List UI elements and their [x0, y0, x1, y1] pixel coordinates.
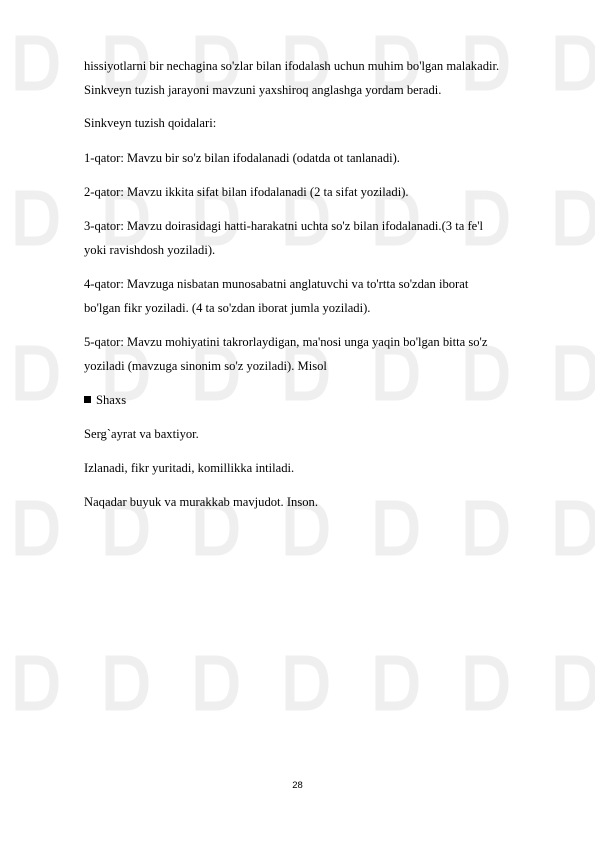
- watermark-d-icon: [470, 660, 504, 706]
- watermark-d-icon: [560, 660, 594, 706]
- watermark-d-icon: [470, 350, 504, 396]
- rule-line-3-cont: yoki ravishdosh yoziladi).: [84, 243, 216, 257]
- example-line-3: Izlanadi, fikr yuritadi, komillikka intiladi.: [84, 461, 295, 475]
- watermark-d-icon: [20, 40, 54, 86]
- example-item: [84, 390, 126, 410]
- watermark-d-icon: [200, 660, 234, 706]
- watermark-d-icon: [560, 195, 594, 241]
- watermark-d-icon: [470, 505, 504, 551]
- example-line-4: Naqadar buyuk va murakkab mavjudot. Inson.: [84, 495, 318, 509]
- watermark-d-icon: [380, 660, 414, 706]
- rule-line-4-cont: bo'lgan fikr yoziladi. (4 ta so'zdan iborat jumla yoziladi).: [84, 301, 371, 315]
- rule-line-3: 3-qator: Mavzu doirasidagi hatti-harakatni uchta so'z bilan ifodalanadi.(3 ta fe'l: [84, 219, 483, 233]
- watermark-d-icon: [20, 660, 54, 706]
- watermark-d-icon: [560, 505, 594, 551]
- watermark-d-icon: [560, 40, 594, 86]
- watermark-d-icon: [380, 350, 414, 396]
- paragraph-line: hissiyotlarni bir nechagina so'zlar bilan ifodalash uchun muhim bo'lgan malakadir.: [84, 59, 500, 73]
- watermark-d-icon: [380, 505, 414, 551]
- example-line-2: Serg`ayrat va baxtiyor.: [84, 427, 199, 441]
- page-number: 28: [292, 780, 303, 791]
- paragraph-line: Sinkveyn tuzish jarayoni mavzuni yaxshiroq anglashga yordam beradi.: [84, 83, 442, 97]
- rule-line-5-cont: yoziladi (mavzuga sinonim so'z yoziladi). Misol: [84, 359, 327, 373]
- watermark-d-icon: [290, 660, 324, 706]
- square-bullet-icon: [84, 396, 91, 403]
- watermark-d-icon: [20, 350, 54, 396]
- watermark-d-icon: [560, 350, 594, 396]
- paragraph-line: Sinkveyn tuzish qoidalari:: [84, 116, 217, 130]
- rule-line-5: 5-qator: Mavzu mohiyatini takrorlaydigan, ma'nosi unga yaqin bo'lgan bitta so'z: [84, 335, 488, 349]
- watermark-d-icon: [20, 505, 54, 551]
- rule-line-1: 1-qator: Mavzu bir so'z bilan ifodalanadi (odatda ot tanlanadi).: [84, 151, 400, 165]
- watermark-d-icon: [110, 660, 144, 706]
- example-word: Shaxs: [96, 393, 127, 407]
- rule-line-4: 4-qator: Mavzuga nisbatan munosabatni anglatuvchi va to'rtta so'zdan iborat: [84, 277, 469, 291]
- rule-line-2: 2-qator: Mavzu ikkita sifat bilan ifodalanadi (2 ta sifat yoziladi).: [84, 185, 409, 199]
- watermark-d-icon: [20, 195, 54, 241]
